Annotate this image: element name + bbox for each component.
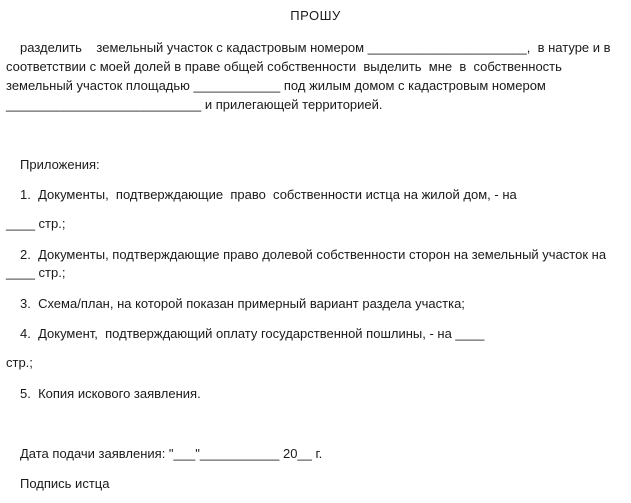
attachment-2-pages: ____ стр.; [6, 265, 66, 280]
request-line-3: земельный участок площадью ____________ под жилым домом с кадастровым номером [6, 78, 546, 93]
attachment-2: 2. Документы, подтверждающие право долевой собственности сторон на земельный участок на [20, 247, 607, 262]
filing-date: Дата подачи заявления: "___"___________ 20__ г. [20, 446, 323, 461]
attachment-3: 3. Схема/план, на которой показан примерный вариант раздела участка; [20, 296, 465, 311]
request-line-4: ___________________________ и прилегающей территорией. [6, 97, 383, 112]
signature-label: Подпись истца [20, 476, 110, 491]
attachments-heading: Приложения: [20, 157, 100, 172]
document-title: ПРОШУ [290, 8, 341, 23]
attachment-5: 5. Копия искового заявления. [20, 386, 201, 401]
request-line-1: разделить земельный участок с кадастровым номером ______________________, в натуре и в [20, 40, 611, 55]
attachment-4: 4. Документ, подтверждающий оплату государственной пошлины, - на ____ [20, 326, 485, 341]
request-line-2: соответствии с моей долей в праве общей собственности выделить мне в собственность [6, 59, 562, 74]
attachment-1: 1. Документы, подтверждающие право собственности истца на жилой дом, - на [20, 187, 517, 202]
attachment-1-pages: ____ стр.; [6, 216, 66, 231]
attachment-4-pages: стр.; [6, 355, 33, 370]
